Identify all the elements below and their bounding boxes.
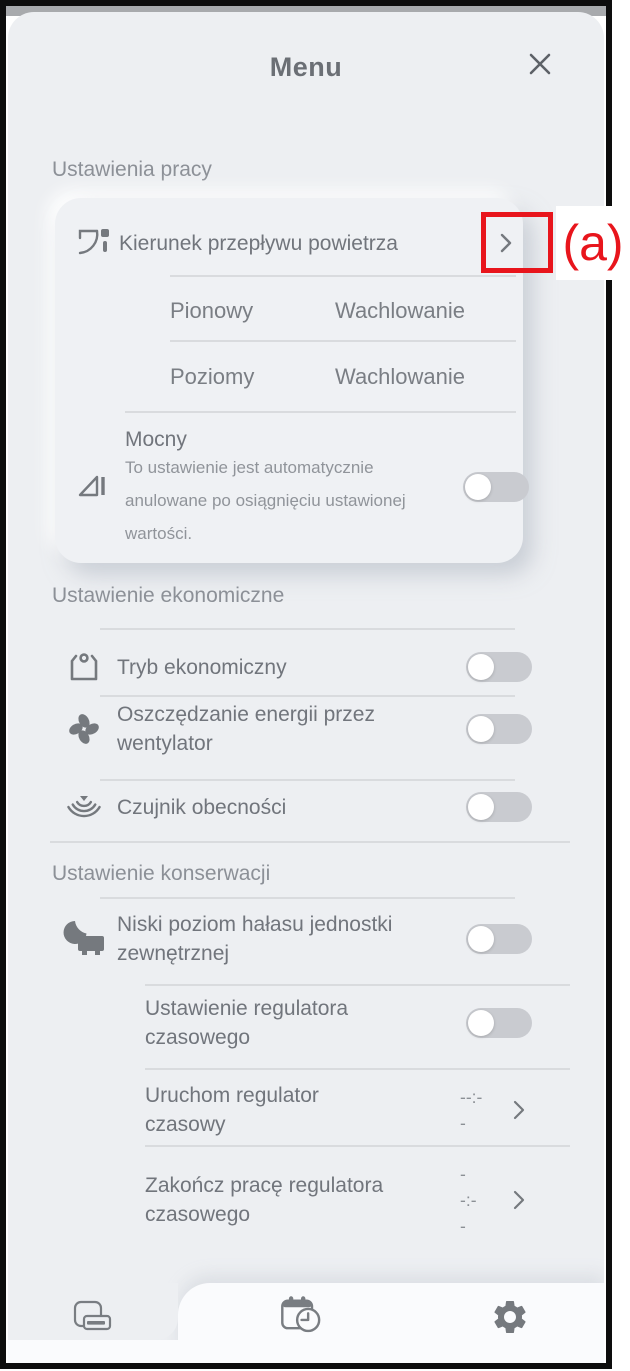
annotation-label: (a): [556, 206, 630, 280]
low-noise-outdoor-unit-icon: [50, 919, 117, 959]
powerful-label: Mocny: [125, 428, 187, 451]
divider: [170, 340, 516, 342]
tab-settings[interactable]: [490, 1296, 532, 1338]
menu-sheet: [8, 12, 604, 1363]
close-icon: [526, 50, 558, 78]
fan-energy-toggle[interactable]: [466, 714, 532, 744]
fan-energy-label: Oszczędzanie energii przez wentylator: [117, 703, 375, 755]
presence-sensor-label: Czujnik obecności: [117, 795, 287, 819]
divider: [100, 897, 515, 899]
eco-mode-row: [50, 636, 532, 698]
eco-mode-label: Tryb ekonomiczny: [117, 655, 287, 679]
chevron-right-icon: [493, 230, 519, 256]
section-title-economy: Ustawienie ekonomiczne: [52, 584, 285, 607]
eco-mode-toggle[interactable]: [466, 652, 532, 682]
toggle-knob: [468, 1010, 494, 1036]
vertical-label: Pionowy: [170, 298, 254, 323]
timer-start-row[interactable]: [145, 1074, 532, 1146]
divider: [170, 275, 516, 277]
airflow-direction-label: Kierunek przepływu powietrza: [119, 231, 398, 255]
divider: [125, 411, 516, 413]
powerful-icon: [77, 472, 108, 498]
section-title-maintenance: Ustawienie konserwacji: [52, 862, 271, 885]
presence-sensor-icon: [50, 793, 117, 821]
close-button[interactable]: [526, 48, 558, 80]
chevron-right-icon: [506, 1097, 532, 1123]
tab-bar-strip: [8, 1340, 604, 1363]
timer-end-label: Zakończ pracę regulatora czasowego: [145, 1174, 384, 1226]
timer-end-value: - -:- -: [460, 1164, 477, 1236]
powerful-description: To ustawienie jest automatycznie anulowane po osiągnięciu ustawionej wartości.: [125, 458, 406, 543]
fan-energy-row: [50, 694, 532, 764]
divider: [145, 1145, 570, 1147]
timer-setting-row: [145, 990, 532, 1056]
timer-tab-icon: [279, 1294, 325, 1336]
horizontal-value: Wachlowanie: [335, 364, 466, 389]
airflow-direction-row[interactable]: [67, 212, 519, 274]
toggle-knob: [468, 654, 494, 680]
tab-timer[interactable]: [279, 1294, 325, 1336]
presence-sensor-row: [50, 776, 532, 838]
low-noise-row: [50, 904, 532, 974]
section-title-work: Ustawienia pracy: [52, 158, 212, 181]
horizontal-swing-row[interactable]: [170, 354, 516, 400]
work-settings-card: [55, 198, 523, 563]
page-title: Menu: [269, 52, 343, 82]
timer-setting-toggle[interactable]: [466, 1008, 532, 1038]
divider: [145, 984, 570, 986]
settings-gear-icon: [490, 1297, 532, 1337]
divider: [100, 628, 515, 630]
toggle-knob: [468, 926, 494, 952]
chevron-right-icon: [506, 1187, 532, 1213]
horizontal-label: Poziomy: [170, 364, 255, 389]
tab-units[interactable]: [71, 1298, 117, 1336]
low-noise-toggle[interactable]: [466, 924, 532, 954]
vertical-value: Wachlowanie: [335, 298, 466, 323]
divider: [145, 1068, 570, 1070]
timer-end-row[interactable]: [145, 1155, 532, 1245]
vertical-swing-row[interactable]: [170, 288, 516, 334]
powerful-toggle[interactable]: [463, 472, 529, 502]
presence-sensor-toggle[interactable]: [466, 792, 532, 822]
eco-mode-icon: [50, 651, 117, 683]
toggle-knob: [468, 716, 494, 742]
timer-start-label: Uruchom regulator czasowy: [145, 1084, 319, 1136]
units-tab-icon: [71, 1299, 117, 1335]
low-noise-label: Niski poziom hałasu jednostki zewnętrznej: [117, 913, 393, 965]
airflow-direction-icon: [67, 227, 119, 259]
divider: [50, 841, 570, 843]
fan-icon: [50, 710, 117, 748]
timer-start-value: --:- -: [460, 1087, 483, 1133]
toggle-knob: [465, 474, 491, 500]
timer-setting-label: Ustawienie regulatora czasowego: [145, 997, 349, 1049]
toggle-knob: [468, 794, 494, 820]
